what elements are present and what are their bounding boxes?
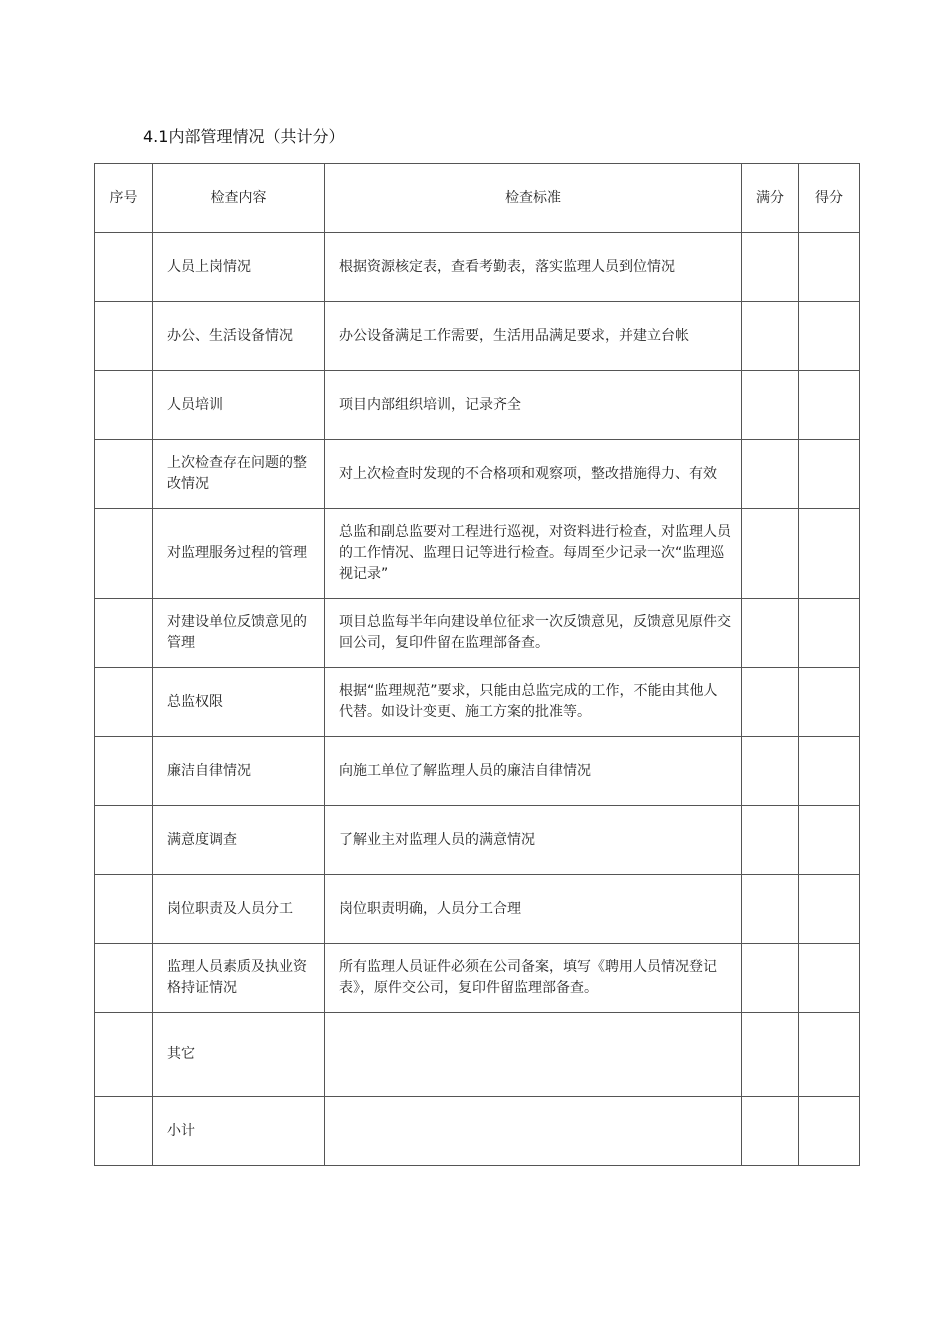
cell-full-score[interactable]: [742, 302, 799, 371]
cell-no: [95, 668, 153, 737]
cell-standard: 办公设备满足工作需要，生活用品满足要求，并建立台帐: [325, 302, 742, 371]
cell-item: 廉洁自律情况: [153, 737, 325, 806]
table-row: [95, 944, 860, 1013]
cell-item: 小计: [153, 1097, 325, 1166]
cell-full-score[interactable]: [742, 599, 799, 668]
cell-no: [95, 302, 153, 371]
cell-item: 对监理服务过程的管理: [153, 509, 325, 599]
table-row: [95, 737, 860, 806]
cell-standard: 对上次检查时发现的不合格项和观察项，整改措施得力、有效: [325, 440, 742, 509]
cell-standard: 项目总监每半年向建设单位征求一次反馈意见，反馈意见原件交回公司，复印件留在监理部备查。: [325, 599, 742, 668]
cell-score[interactable]: [799, 371, 860, 440]
cell-item: 满意度调查: [153, 806, 325, 875]
cell-no: [95, 599, 153, 668]
cell-standard: 根据“监理规范”要求，只能由总监完成的工作，不能由其他人代替。如设计变更、施工方案的批准等。: [325, 668, 742, 737]
table-row: [95, 1013, 860, 1097]
table-row: [95, 875, 860, 944]
cell-score[interactable]: [799, 668, 860, 737]
section-title: 4.1内部管理情况（共计分）: [143, 127, 345, 146]
cell-item: 监理人员素质及执业资格持证情况: [153, 944, 325, 1013]
inspection-table: [94, 163, 860, 1166]
cell-full-score[interactable]: [742, 233, 799, 302]
cell-score[interactable]: [799, 737, 860, 806]
cell-no: [95, 737, 153, 806]
cell-item: 人员培训: [153, 371, 325, 440]
cell-full-score[interactable]: [742, 668, 799, 737]
cell-score[interactable]: [799, 875, 860, 944]
cell-no: [95, 875, 153, 944]
cell-standard: [325, 1013, 742, 1097]
cell-full-score[interactable]: [742, 371, 799, 440]
cell-score[interactable]: [799, 1097, 860, 1166]
cell-no: [95, 371, 153, 440]
cell-score[interactable]: [799, 599, 860, 668]
table-row: [95, 440, 860, 509]
cell-score[interactable]: [799, 944, 860, 1013]
cell-item: 其它: [153, 1013, 325, 1097]
cell-no: [95, 1097, 153, 1166]
header-full-score: 满分: [742, 164, 799, 233]
cell-standard: 向施工单位了解监理人员的廉洁自律情况: [325, 737, 742, 806]
table-row: [95, 371, 860, 440]
cell-score[interactable]: [799, 440, 860, 509]
table-row: [95, 233, 860, 302]
header-item: 检查内容: [153, 164, 325, 233]
table-row: [95, 302, 860, 371]
cell-full-score[interactable]: [742, 509, 799, 599]
cell-no: [95, 1013, 153, 1097]
cell-no: [95, 944, 153, 1013]
header-score: 得分: [799, 164, 860, 233]
cell-standard: 总监和副总监要对工程进行巡视，对资料进行检查，对监理人员的工作情况、监理日记等进行检查。每周至少记录一次“监理巡视记录”: [325, 509, 742, 599]
cell-item: 人员上岗情况: [153, 233, 325, 302]
cell-item: 岗位职责及人员分工: [153, 875, 325, 944]
cell-score[interactable]: [799, 1013, 860, 1097]
cell-item: 对建设单位反馈意见的管理: [153, 599, 325, 668]
header-no: 序号: [95, 164, 153, 233]
header-standard: 检查标准: [325, 164, 742, 233]
cell-item: 上次检查存在问题的整改情况: [153, 440, 325, 509]
cell-standard: 了解业主对监理人员的满意情况: [325, 806, 742, 875]
table-row: [95, 668, 860, 737]
cell-standard: 项目内部组织培训，记录齐全: [325, 371, 742, 440]
cell-full-score[interactable]: [742, 1097, 799, 1166]
cell-standard: 所有监理人员证件必须在公司备案，填写《聘用人员情况登记表》，原件交公司，复印件留监理部备查。: [325, 944, 742, 1013]
cell-score[interactable]: [799, 302, 860, 371]
cell-no: [95, 806, 153, 875]
cell-no: [95, 509, 153, 599]
cell-full-score[interactable]: [742, 440, 799, 509]
cell-standard: 岗位职责明确，人员分工合理: [325, 875, 742, 944]
cell-full-score[interactable]: [742, 875, 799, 944]
table-row: [95, 806, 860, 875]
cell-item: 办公、生活设备情况: [153, 302, 325, 371]
table-row: [95, 599, 860, 668]
cell-no: [95, 233, 153, 302]
cell-full-score[interactable]: [742, 806, 799, 875]
cell-full-score[interactable]: [742, 944, 799, 1013]
cell-full-score[interactable]: [742, 1013, 799, 1097]
cell-score[interactable]: [799, 509, 860, 599]
cell-standard: 根据资源核定表，查看考勤表，落实监理人员到位情况: [325, 233, 742, 302]
cell-score[interactable]: [799, 233, 860, 302]
cell-full-score[interactable]: [742, 737, 799, 806]
table-row: [95, 1097, 860, 1166]
table-header-row: [95, 164, 860, 233]
cell-score[interactable]: [799, 806, 860, 875]
cell-no: [95, 440, 153, 509]
table-row: [95, 509, 860, 599]
cell-standard: [325, 1097, 742, 1166]
cell-item: 总监权限: [153, 668, 325, 737]
